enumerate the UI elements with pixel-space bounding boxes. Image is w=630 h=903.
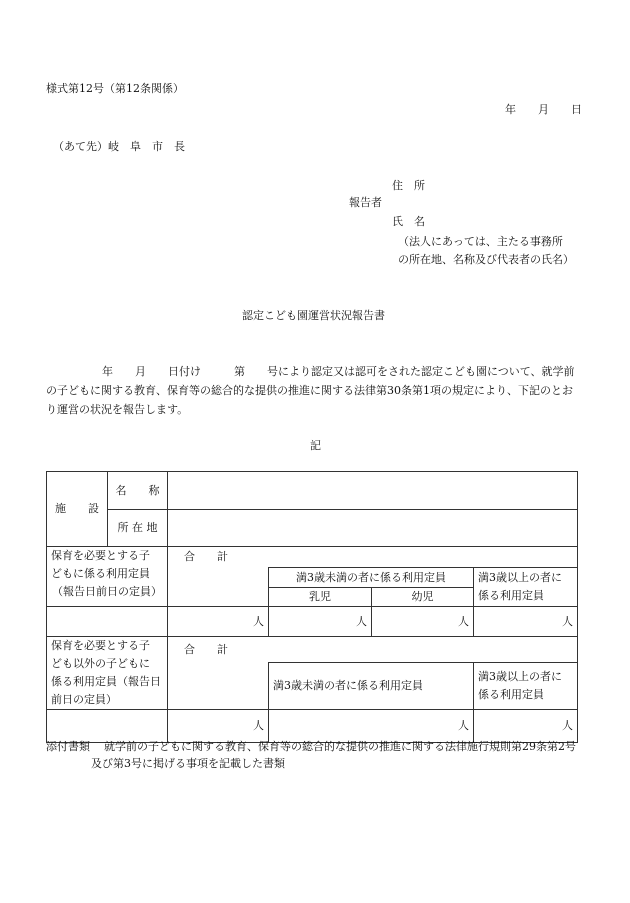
over3-label-line: 係る利用定員 <box>478 688 544 702</box>
capacity-table <box>46 471 578 743</box>
over3-label-line: 満3歳以上の者に <box>478 670 562 684</box>
reporter-note-line1: （法人にあっては、主たる事務所 <box>398 235 563 248</box>
attachments-line2: 及び第3号に掲げる事項を記載した書類 <box>91 757 285 770</box>
section2-total-label: 合 計 <box>168 637 578 663</box>
document-title: 認定こども園運営状況報告書 <box>242 309 385 322</box>
section2-under3-label: 満3歳未満の者に係る利用定員 <box>269 663 474 710</box>
section2-label-line: ども以外の子どもに <box>51 657 150 670</box>
section1-label-line: どもに係る利用定員 <box>51 567 150 580</box>
form-number: 様式第12号（第12条関係） <box>46 82 184 95</box>
section2-label <box>47 637 168 710</box>
body-line3: り運営の状況を報告します。 <box>46 403 189 416</box>
location-field[interactable] <box>168 510 578 547</box>
attachments-line1: 就学前の子どもに関する教育、保育等の総合的な提供の推進に関する法律施行規則第29条第2号 <box>104 740 576 753</box>
location-label: 所 在 地 <box>108 510 168 547</box>
section2-label-line: 前日の定員） <box>51 693 117 706</box>
reporter-note-line2: の所在地、名称及び代表者の氏名） <box>398 253 574 266</box>
section1-toddler-value[interactable]: 人 <box>372 607 474 637</box>
ki-mark: 記 <box>310 439 321 452</box>
reporter-role-label: 報告者 <box>349 196 382 209</box>
addressee: （あて先）岐 阜 市 長 <box>53 140 185 153</box>
section2-label-line: 係る利用定員（報告日 <box>51 675 161 688</box>
date-line: 年 月 日 <box>505 103 582 116</box>
reporter-address-label: 住 所 <box>392 179 425 192</box>
section1-label <box>47 547 168 607</box>
section1-total-value[interactable]: 人 <box>168 607 269 637</box>
section1-over3-label <box>474 568 578 607</box>
section1-total-label: 合 計 <box>168 547 578 568</box>
body-line1: 年 月 日付け 第 号により認定又は認可をされた認定こども園について、就学前 <box>102 365 575 378</box>
over3-label-line: 満3歳以上の者に <box>478 571 562 584</box>
reporter-name-label: 氏 名 <box>392 215 425 228</box>
toddler-label: 幼児 <box>372 588 474 607</box>
name-label: 名 称 <box>108 472 168 510</box>
body-line2: の子どもに関する教育、保育等の総合的な提供の推進に関する法律第30条第1項の規定により、下記のとお <box>46 384 573 397</box>
section2-under3-value[interactable]: 人 <box>269 710 474 743</box>
facility-label: 施 設 <box>47 472 108 547</box>
section1-total-blank <box>168 568 269 607</box>
section2-total-blank <box>168 663 269 710</box>
section2-over3-label <box>474 663 578 710</box>
section1-label-line: （報告日前日の定員） <box>52 585 162 598</box>
section2-label-line: 保育を必要とする子 <box>51 639 150 652</box>
section1-label-continuation <box>47 607 168 637</box>
section1-infant-value[interactable]: 人 <box>269 607 372 637</box>
section1-label-line: 保育を必要とする子 <box>51 549 150 562</box>
section1-over3-value[interactable]: 人 <box>474 607 578 637</box>
name-field[interactable] <box>168 472 578 510</box>
section1-under3-label: 満3歳未満の者に係る利用定員 <box>269 568 474 588</box>
over3-label-line: 係る利用定員 <box>478 589 544 602</box>
attachments-label: 添付書類 <box>46 740 90 753</box>
infant-label: 乳児 <box>269 588 372 607</box>
section2-total-value[interactable]: 人 <box>168 710 269 743</box>
section2-over3-value[interactable]: 人 <box>474 710 578 743</box>
